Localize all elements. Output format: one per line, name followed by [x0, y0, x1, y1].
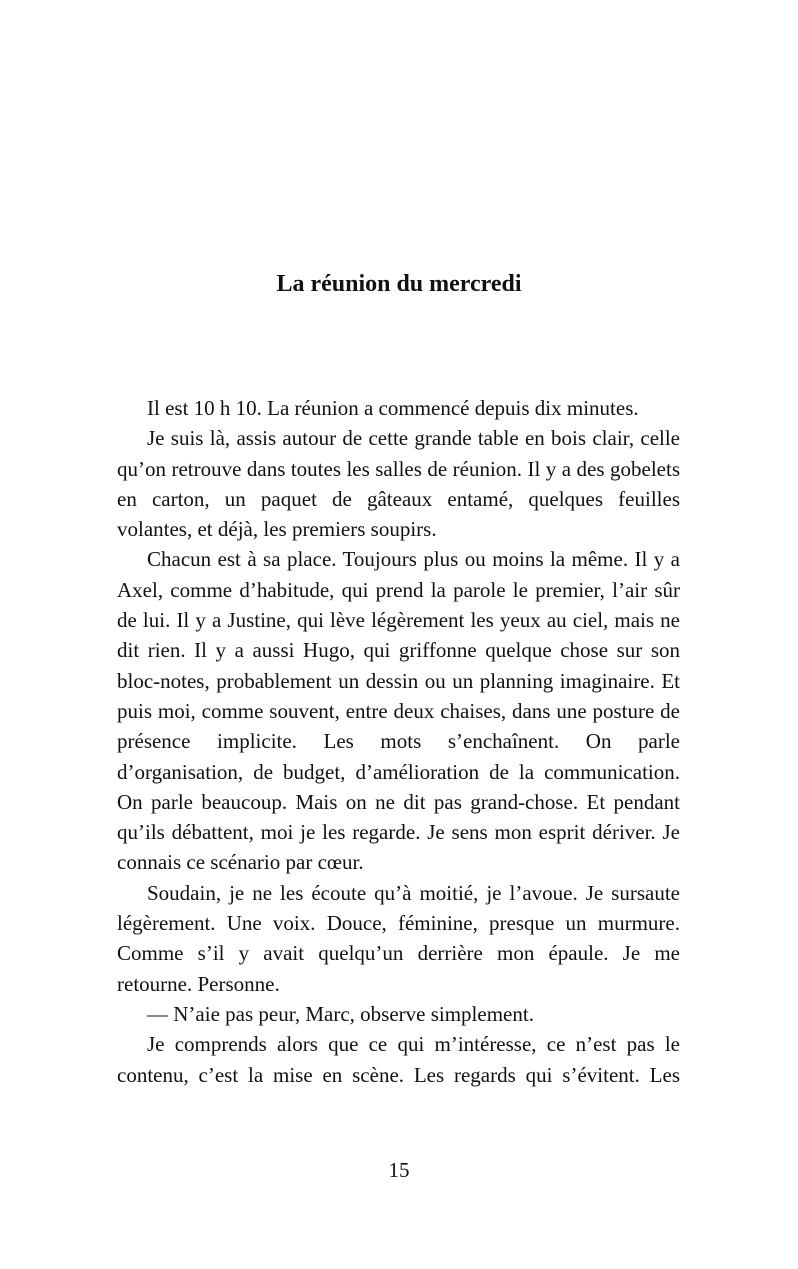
chapter-title: La réunion du mercredi [276, 271, 522, 297]
paragraph: Je comprends alors que ce qui m’intéresse, ce n’est pas le contenu, c’est la mise en scène. Les regards qui s’évitent. Les [117, 1032, 680, 1087]
paragraph: Soudain, je ne les écoute qu’à moitié, je l’avoue. Je sursaute légèrement. Une voix. Douce, féminine, presque un murmure. Comme s’il y avait quelqu’un derrière mon épaule. Je me retourne. Personne. [117, 880, 680, 996]
chapter-body [117, 393, 680, 1090]
paragraph: Je suis là, assis autour de cette grande table en bois clair, celle qu’on retrouve dans toutes les salles de réunion. Il y a des gobelets en carton, un paquet de gâteaux entamé, quelques feuilles volantes, et déjà, les premiers soupirs. [117, 426, 680, 542]
paragraph: Il est 10 h 10. La réunion a commencé depuis dix minutes. [147, 396, 639, 420]
dialogue-line: — N’aie pas peur, Marc, observe simplement. [147, 1001, 534, 1026]
page-number: 15 [388, 1158, 410, 1182]
paragraph: Chacun est à sa place. Toujours plus ou moins la même. Il y a Axel, comme d’habitude, qui prend la parole le premier, l’air sûr de lui. Il y a Justine, qui lève légèrement les yeux au ciel, mais ne dit rien. Il y a aussi Hugo, qui griffonne quelque chose sur son bloc-notes, probablement un dessin ou un planning imaginaire. Et puis moi, comme souvent, entre deux chaises, dans une posture de présence implicite. Les mots s’enchaînent. On parle d’organisation, de budget, d’amélioration de la communication. On parle beaucoup. Mais on ne dit pas grand-chose. Et pendant qu’ils débattent, moi je les regarde. Je sens mon esprit dériver. Je connais ce scénario par cœur. [117, 547, 680, 875]
